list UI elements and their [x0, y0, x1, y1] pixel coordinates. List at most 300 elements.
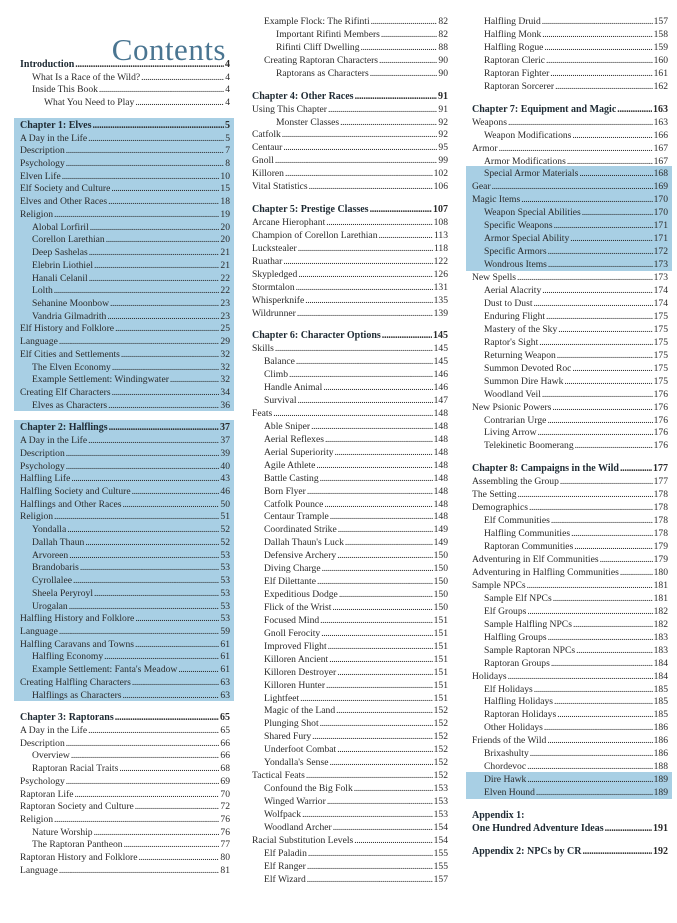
toc-page-number: 72	[220, 801, 230, 813]
toc-entry-label: Killoren Hunter	[264, 679, 326, 691]
toc-entry-label: Elf Holidays	[484, 683, 533, 695]
toc-entry	[18, 222, 230, 234]
toc-page-number: 179	[653, 541, 668, 553]
toc-page-number: 151	[433, 692, 448, 704]
toc-entry	[470, 81, 668, 93]
toc-entry-label: Winged Warrior	[264, 795, 326, 807]
toc-page-number: 179	[653, 554, 668, 565]
toc-page-number: 185	[653, 709, 668, 721]
toc-entry	[250, 731, 448, 743]
toc-entry-label: Elf History and Folklore	[20, 323, 115, 335]
toc-page-number: 174	[653, 297, 668, 309]
toc-page-number: 80	[220, 852, 230, 864]
toc-page-number: 53	[220, 549, 230, 561]
toc-page-number: 153	[433, 795, 448, 807]
toc-entry-label: Example Settlement: Fanta's Meadow	[32, 664, 178, 676]
toc-entry-label: Psychology	[20, 775, 65, 787]
toc-page-number: 43	[220, 473, 230, 485]
toc-leader-dots	[527, 580, 653, 592]
toc-leader-dots	[108, 400, 219, 412]
toc-entry-label: Climb	[264, 369, 288, 381]
toc-entry	[470, 787, 668, 799]
toc-leader-dots	[115, 712, 219, 724]
toc-entry	[250, 705, 448, 717]
toc-page-number: 151	[433, 666, 448, 678]
toc-entry-label: Dire Hawk	[484, 774, 527, 786]
toc-page-number: 53	[220, 575, 230, 587]
toc-page-number: 150	[433, 550, 448, 562]
toc-entry-label: Example Settlement: Windingwater	[32, 374, 169, 386]
toc-entry	[18, 133, 230, 145]
toc-entry	[18, 750, 230, 762]
toc-leader-dots	[115, 323, 219, 335]
toc-leader-dots	[66, 738, 220, 750]
toc-page-number: 10	[220, 170, 230, 182]
toc-entry-label: Chapter 7: Equipment and Magic	[472, 103, 617, 115]
toc-entry-label: Psychology	[20, 158, 65, 170]
toc-leader-dots	[89, 247, 220, 259]
toc-leader-dots	[123, 499, 220, 511]
toc-entry	[250, 421, 448, 433]
toc-page-number: 173	[653, 259, 668, 271]
toc-entry	[470, 402, 668, 414]
toc-leader-dots	[544, 42, 652, 54]
toc-entry-label: Catfolk	[252, 129, 281, 141]
toc-entry-label: Creating Halfling Characters	[20, 676, 131, 688]
toc-leader-dots	[336, 705, 432, 717]
toc-entry-label: Using This Chapter	[252, 103, 327, 115]
toc-leader-dots	[325, 434, 433, 446]
toc-page-number: 151	[433, 627, 448, 639]
toc-leader-dots	[178, 664, 219, 676]
toc-page-number: 147	[433, 395, 448, 407]
toc-entry-label: Halfling Monk	[484, 28, 542, 40]
toc-page-number: 37	[220, 435, 230, 447]
toc-leader-dots	[546, 55, 653, 67]
toc-entry	[250, 783, 448, 795]
toc-page-number: 185	[653, 696, 668, 708]
toc-entry	[18, 336, 230, 348]
toc-entry	[470, 619, 668, 631]
toc-column-1	[18, 0, 230, 876]
toc-page-number: 159	[653, 41, 668, 53]
toc-leader-dots	[327, 796, 433, 808]
toc-entry	[250, 142, 448, 154]
toc-page-number: 176	[653, 440, 668, 452]
toc-entry-label: Killoren Ancient	[264, 653, 329, 665]
toc-leader-dots	[75, 789, 220, 801]
toc-entry-label: Woodland Archer	[264, 821, 332, 833]
toc-entry	[18, 776, 230, 788]
toc-leader-dots	[560, 476, 653, 488]
toc-leader-dots	[617, 104, 652, 116]
toc-entry-label: Description	[20, 145, 65, 157]
toc-page-number: 61	[220, 638, 230, 650]
toc-leader-dots	[529, 502, 653, 514]
toc-page-number: 106	[433, 181, 448, 193]
toc-chapter-entry	[250, 330, 448, 342]
toc-entry	[250, 693, 448, 705]
toc-entry-label: Description	[20, 447, 65, 459]
toc-entry-label: Specific Armors	[484, 246, 547, 258]
toc-page-number: 160	[653, 54, 668, 66]
toc-page-number: 37	[220, 422, 230, 434]
toc-entry-label: Catfolk Pounce	[264, 498, 324, 510]
toc-leader-dots	[330, 511, 433, 523]
toc-leader-dots	[285, 168, 433, 180]
toc-entry	[18, 677, 230, 689]
toc-entry	[18, 273, 230, 285]
toc-page-number: 183	[653, 644, 668, 656]
toc-entry-label: Specific Weapons	[484, 220, 553, 232]
toc-entry-label: Wolfpack	[264, 808, 302, 820]
toc-entry	[250, 55, 448, 67]
toc-page-number: 151	[433, 614, 448, 626]
toc-page-number: 76	[220, 826, 230, 838]
toc-entry-label: Creating Raptoran Characters	[264, 54, 379, 66]
toc-entry-label: Corellon Larethian	[32, 234, 105, 246]
toc-page-number: 175	[653, 349, 668, 361]
toc-chapter-entry	[470, 846, 668, 858]
toc-leader-dots	[92, 120, 224, 132]
toc-page-number: 21	[220, 259, 230, 271]
toc-page-number: 153	[433, 783, 448, 794]
toc-entry-label: Aerial Reflexes	[264, 433, 324, 445]
toc-leader-dots	[527, 606, 652, 618]
toc-page-number: 8	[225, 158, 230, 170]
toc-leader-dots	[302, 809, 433, 821]
toc-leader-dots	[582, 846, 652, 858]
toc-page-number: 176	[653, 401, 668, 413]
toc-leader-dots	[555, 81, 653, 93]
toc-leader-dots	[89, 273, 220, 285]
toc-page-number: 148	[433, 498, 448, 510]
toc-leader-dots	[547, 735, 652, 747]
toc-entry-label: Chapter 2: Halflings	[20, 422, 108, 434]
toc-entry	[470, 684, 668, 696]
toc-leader-dots	[112, 387, 220, 399]
toc-page-number: 170	[653, 194, 668, 206]
toc-leader-dots	[339, 589, 433, 601]
toc-entry	[18, 511, 230, 523]
toc-entry	[18, 234, 230, 246]
toc-page-number: 77	[220, 839, 230, 851]
toc-page-number: 69	[220, 775, 230, 787]
toc-leader-dots	[573, 619, 653, 631]
toc-entry	[470, 143, 668, 155]
toc-page-number: 151	[433, 679, 448, 691]
toc-entry	[250, 129, 448, 141]
toc-entry-label: Creating Elf Characters	[20, 387, 111, 398]
toc-page-number: 82	[438, 16, 448, 27]
toc-leader-dots	[296, 356, 433, 368]
toc-entry	[250, 589, 448, 601]
toc-page-number: 178	[653, 528, 668, 540]
toc-leader-dots	[517, 272, 653, 284]
toc-leader-dots	[548, 246, 653, 258]
toc-leader-dots	[324, 499, 432, 511]
toc-entry-label: Elf Paladin	[264, 847, 307, 859]
toc-entry	[470, 272, 668, 284]
toc-entry-label: Raptorans as Characters	[276, 67, 369, 79]
toc-page-number: 63	[220, 676, 230, 688]
toc-page-number: 188	[653, 761, 668, 773]
toc-entry-label: Raptoran Communities	[484, 541, 574, 553]
toc-entry	[250, 382, 448, 394]
toc-entry	[470, 722, 668, 734]
toc-entry	[470, 324, 668, 336]
toc-leader-dots	[54, 511, 219, 523]
toc-leader-dots	[582, 207, 653, 219]
toc-leader-dots	[307, 861, 433, 873]
toc-page-number: 118	[433, 242, 448, 254]
toc-entry	[470, 194, 668, 206]
toc-page-number: 148	[433, 459, 448, 471]
toc-page-number: 161	[653, 67, 668, 79]
toc-entry	[250, 550, 448, 562]
toc-entry	[470, 337, 668, 349]
toc-leader-dots	[550, 68, 652, 80]
toc-entry	[18, 651, 230, 663]
toc-page-number: 175	[653, 336, 668, 348]
toc-page-number: 154	[433, 834, 448, 846]
toc-page-number: 66	[220, 750, 230, 762]
toc-entry-label: Magic of the Land	[264, 705, 336, 717]
toc-leader-dots	[332, 602, 432, 614]
toc-entry	[470, 541, 668, 553]
toc-leader-dots	[620, 463, 652, 475]
toc-page-number: 150	[433, 563, 448, 575]
toc-entry-label: Coordinated Strike	[264, 524, 337, 536]
toc-leader-dots	[337, 744, 432, 756]
toc-entry	[250, 524, 448, 536]
toc-entry	[18, 801, 230, 813]
toc-entry	[470, 29, 668, 41]
toc-entry-label: Vital Statistics	[252, 181, 308, 193]
toc-page-number: 29	[220, 336, 230, 348]
toc-page-number: 53	[220, 613, 230, 625]
toc-leader-dots	[564, 376, 652, 388]
toc-leader-dots	[328, 641, 433, 653]
toc-entry-label: Elf Wizard	[264, 873, 306, 885]
toc-leader-dots	[320, 473, 433, 485]
page-title: Contents	[111, 32, 226, 67]
toc-page-number: 176	[653, 388, 668, 400]
toc-entry-label: Defensive Archery	[264, 550, 337, 562]
toc-leader-dots	[54, 814, 219, 826]
toc-entry	[470, 489, 668, 501]
toc-leader-dots	[309, 181, 433, 193]
toc-entry	[250, 563, 448, 575]
toc-leader-dots	[547, 415, 652, 427]
toc-page-number: 185	[653, 683, 668, 695]
toc-entry	[250, 537, 448, 549]
toc-page-number: 36	[220, 399, 230, 411]
toc-page-number: 4	[225, 71, 230, 83]
toc-entry-label: Brandobaris	[32, 562, 79, 574]
toc-entry-label: Battle Casting	[264, 472, 319, 484]
toc-page-number: 157	[653, 16, 668, 27]
toc-leader-dots	[298, 395, 433, 407]
toc-leader-dots	[59, 626, 220, 638]
toc-entry-label: Introduction	[20, 59, 75, 70]
toc-entry	[470, 709, 668, 721]
toc-page-number: 65	[220, 725, 230, 736]
toc-page-number: 152	[433, 770, 448, 782]
toc-leader-dots	[521, 194, 652, 206]
toc-entry-label: Dallah Thaun	[32, 536, 85, 548]
toc-entry-label: Gnoll Ferocity	[264, 627, 321, 639]
toc-leader-dots	[282, 129, 438, 141]
toc-page-number: 90	[438, 54, 448, 66]
toc-entry-label: Alobal Lorfiril	[32, 221, 89, 233]
toc-entry	[250, 447, 448, 459]
toc-page-number: 151	[433, 653, 448, 665]
toc-page-number: 51	[220, 511, 230, 523]
toc-chapter-entry	[18, 422, 230, 434]
toc-entry	[250, 369, 448, 381]
toc-leader-dots	[296, 282, 433, 294]
toc-leader-dots	[112, 362, 220, 374]
toc-entry-label: Wondrous Items	[484, 259, 547, 271]
toc-entry	[250, 757, 448, 769]
toc-entry	[470, 363, 668, 375]
toc-page-number: 19	[220, 208, 230, 220]
toc-entry	[470, 632, 668, 644]
toc-entry-label: Skills	[252, 343, 274, 355]
toc-entry-label: Elf Dilettante	[264, 576, 316, 588]
toc-page-number: 150	[433, 601, 448, 613]
toc-entry-label: Gnoll	[252, 155, 274, 167]
toc-leader-dots	[338, 524, 433, 536]
toc-page-number: 145	[433, 356, 448, 368]
toc-entry-label: Elves as Characters	[32, 399, 108, 411]
toc-page-number: 189	[653, 774, 668, 786]
toc-entry-label: Elves and Other Races	[20, 196, 108, 208]
toc-entry	[18, 814, 230, 826]
toc-leader-dots	[307, 874, 433, 886]
toc-entry-label: Raptoran History and Folklore	[20, 852, 138, 864]
toc-chapter-entry	[250, 204, 448, 216]
toc-entry-label: Demographics	[472, 502, 528, 514]
toc-entry-label: Elven Life	[20, 170, 61, 182]
toc-leader-dots	[527, 761, 653, 773]
toc-entry	[470, 761, 668, 773]
toc-page-number: 175	[653, 323, 668, 335]
toc-leader-dots	[300, 693, 432, 705]
toc-leader-dots	[59, 865, 220, 877]
toc-leader-dots	[329, 654, 432, 666]
toc-entry	[470, 259, 668, 271]
toc-entry	[250, 343, 448, 355]
toc-page-number: 53	[220, 562, 230, 574]
toc-page-number: 145	[433, 343, 448, 355]
toc-leader-dots	[108, 196, 219, 208]
toc-leader-dots	[379, 55, 437, 67]
toc-entry-label: Diving Charge	[264, 563, 321, 575]
toc-page-number: 4	[225, 97, 230, 109]
toc-leader-dots	[283, 256, 432, 268]
toc-leader-dots	[71, 750, 220, 762]
toc-entry	[250, 835, 448, 847]
toc-entry-label: Elf Ranger	[264, 860, 306, 872]
toc-entry	[18, 311, 230, 323]
toc-entry	[250, 282, 448, 294]
toc-leader-dots	[530, 748, 653, 760]
toc-entry-label: Arvoreen	[32, 549, 69, 561]
toc-entry	[470, 645, 668, 657]
toc-leader-dots	[88, 133, 224, 145]
toc-entry	[18, 84, 230, 96]
toc-entry	[470, 350, 668, 362]
toc-page-number: 139	[433, 307, 448, 319]
toc-entry-label: Religion	[20, 511, 54, 523]
toc-entry-label: Other Holidays	[484, 722, 543, 734]
toc-chapter-entry	[470, 823, 668, 835]
toc-entry	[250, 181, 448, 193]
toc-leader-dots	[329, 757, 432, 769]
toc-entry	[250, 269, 448, 281]
toc-page-number: 70	[220, 788, 230, 800]
toc-entry	[18, 145, 230, 157]
toc-page-number: 5	[225, 119, 230, 131]
toc-leader-dots	[297, 308, 433, 320]
toc-leader-dots	[119, 763, 219, 775]
toc-leader-dots	[551, 658, 653, 670]
toc-leader-dots	[546, 311, 653, 323]
toc-entry	[250, 104, 448, 116]
toc-entry	[470, 156, 668, 168]
toc-page-number: 46	[220, 486, 230, 498]
toc-leader-dots	[90, 222, 220, 234]
toc-entry	[18, 97, 230, 109]
toc-leader-dots	[508, 671, 653, 683]
toc-chapter-entry	[470, 463, 668, 475]
toc-entry	[250, 628, 448, 640]
toc-entry-label: Halfling Druid	[484, 16, 541, 27]
toc-leader-dots	[67, 524, 219, 536]
toc-entry	[470, 580, 668, 592]
toc-entry	[250, 874, 448, 886]
toc-entry	[250, 654, 448, 666]
toc-page-number: 91	[438, 90, 448, 102]
toc-entry-label: Shared Fury	[264, 731, 312, 743]
toc-page-number: 122	[433, 255, 448, 267]
toc-entry-label: New Spells	[472, 272, 516, 284]
toc-entry-label: Contrarian Urge	[484, 414, 547, 426]
toc-page-number: 171	[653, 220, 668, 232]
toc-page-number: 95	[438, 142, 448, 154]
toc-page-number: 163	[653, 116, 668, 128]
toc-entry-label: The Elven Economy	[32, 361, 111, 373]
toc-entry-label: What Is a Race of the Wild?	[32, 71, 141, 83]
toc-entry	[250, 680, 448, 692]
toc-page-number: 32	[220, 348, 230, 360]
toc-leader-dots	[551, 515, 653, 527]
toc-leader-dots	[110, 298, 219, 310]
toc-page-number: 23	[220, 297, 230, 309]
toc-entry	[470, 68, 668, 80]
toc-entry	[18, 461, 230, 473]
toc-leader-dots	[538, 427, 653, 439]
toc-page-number: 148	[433, 511, 448, 523]
toc-leader-dots	[371, 16, 438, 28]
toc-leader-dots	[620, 567, 653, 579]
toc-entry-label: Improved Flight	[264, 640, 327, 652]
toc-page-number: 167	[653, 142, 668, 154]
toc-page-number: 66	[220, 737, 230, 749]
toc-entry-label: Raptor's Sight	[484, 336, 539, 348]
